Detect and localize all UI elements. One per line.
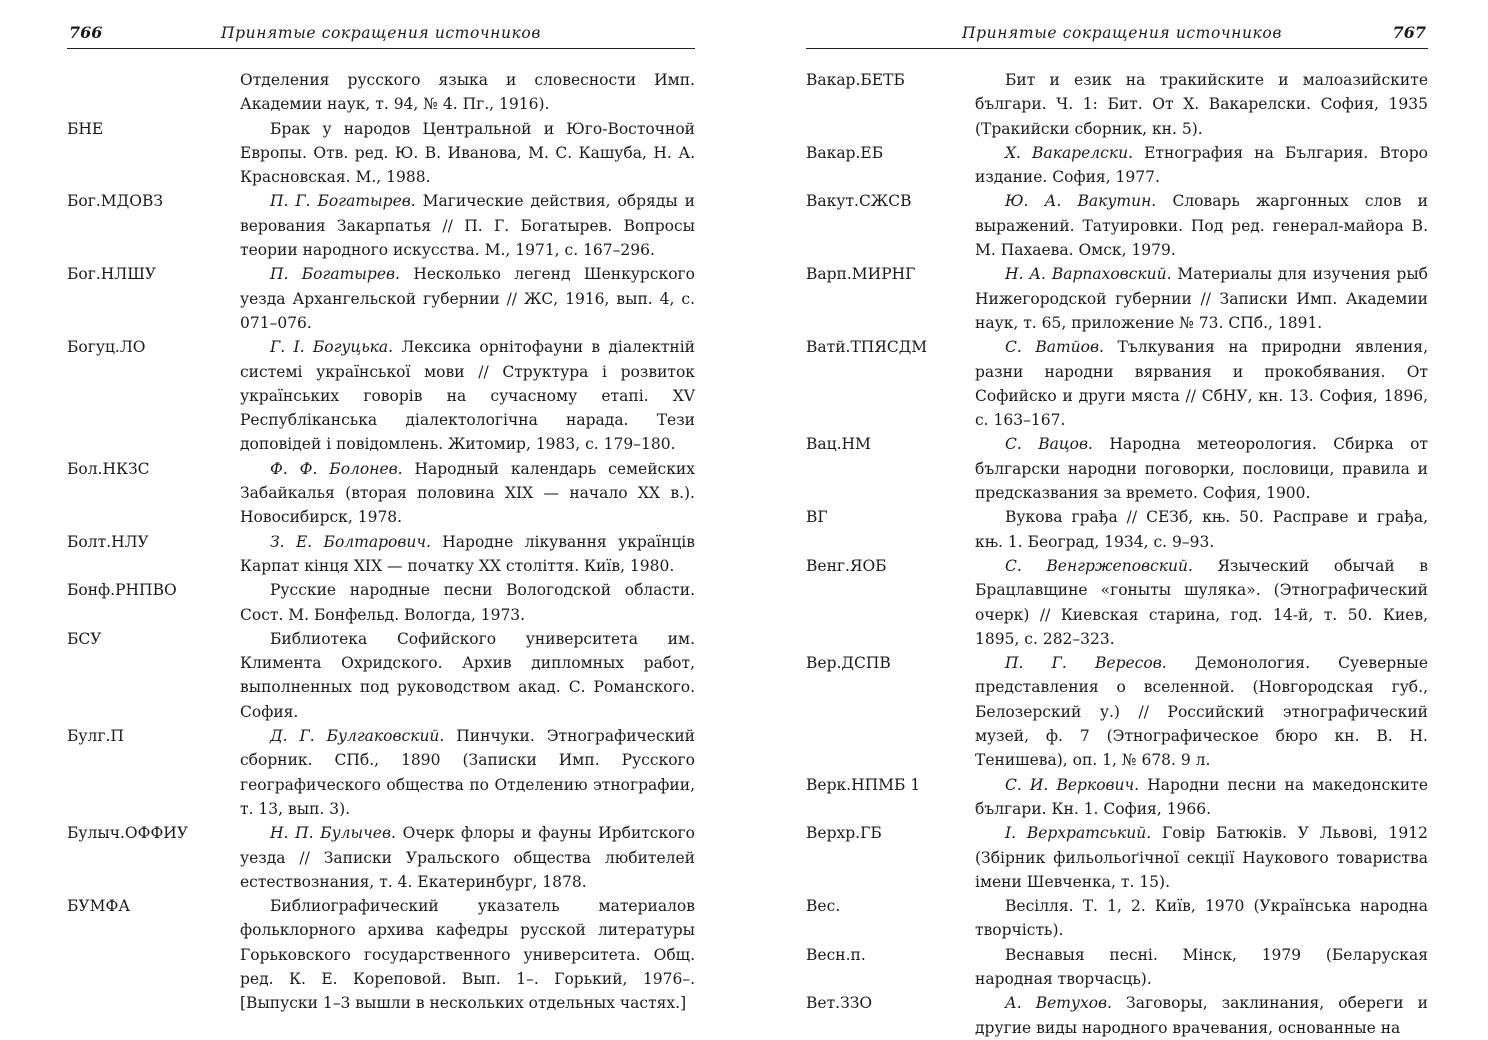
bibliography-entry	[806, 894, 1428, 943]
left-page-header	[67, 20, 695, 49]
entry-text: Етнография на България. Второ издание. София, 1977.	[975, 143, 1429, 187]
bibliography-entry	[806, 821, 1428, 894]
entry-author: Х. Вакарелски.	[1005, 143, 1133, 162]
entry-abbreviation: Бог.НЛШУ	[67, 265, 157, 284]
entry-text: Говір Батюків. У Львові, 1912 (Збірник фильольоґічної секції Наукового товариства імени Шевченка, т. 15).	[975, 824, 1428, 891]
bibliography-entry	[806, 505, 1428, 554]
entry-abbreviation: Вес.	[806, 897, 841, 916]
entry-author: І. Верхратський.	[1005, 824, 1152, 843]
bibliography-entry	[67, 117, 695, 190]
left-entries-list	[67, 68, 695, 1016]
entry-description	[975, 651, 1428, 772]
bibliography-entry	[806, 773, 1428, 822]
entry-abbreviation: Вер.ДСПВ	[806, 654, 891, 673]
entry-abbreviation: Вакут.СЖСВ	[806, 192, 912, 211]
bibliography-entry	[67, 262, 695, 335]
entry-description	[975, 821, 1428, 894]
entry-description	[975, 68, 1428, 141]
left-running-title: Принятые сокращения источников	[221, 24, 541, 42]
bibliography-entry	[67, 894, 695, 1015]
entry-abbreviation: Вац.НМ	[806, 435, 871, 454]
entry-description	[975, 335, 1428, 432]
entry-abbreviation: Верхр.ГБ	[806, 824, 882, 843]
entry-author: С. Вацов.	[1005, 435, 1093, 454]
entry-description	[240, 117, 695, 190]
entry-abbreviation: Вакар.БЕТБ	[806, 71, 905, 89]
bibliography-entry	[67, 189, 695, 262]
bibliography-entry	[806, 943, 1428, 992]
entry-author: Ю. А. Вакутин.	[1005, 192, 1157, 211]
entry-text: Народни песни на македонските българи. Кн. 1. София, 1966.	[975, 775, 1429, 818]
entry-text: Пинчуки. Этнографический сборник. СПб., 1890 (Записки Имп. Русского географического общества по Отделению этнографии, т. 13, вып. 3).	[240, 727, 695, 818]
entry-abbreviation: Булыч.ОФФИУ	[67, 824, 189, 843]
bibliography-entry	[806, 141, 1428, 190]
entry-author: Н. П. Булычев.	[270, 824, 396, 843]
entry-author: Г. І. Богуцька.	[270, 338, 394, 357]
entry-description	[975, 991, 1428, 1040]
entry-author: С. И. Веркович.	[1005, 775, 1140, 794]
entry-text: Народне лікування українців Карпат кінця XIX — початку XX століття. Київ, 1980.	[240, 532, 695, 575]
entry-text: Брак у народов Центральной и Юго-Восточной Европы. Отв. ред. Ю. В. Иванова, М. С. Кашуба, Н. А. Красновская. М., 1988.	[240, 119, 695, 187]
entry-text: Вукова грађа // СЕЗб, књ. 50. Расправе и грађа, књ. 1. Београд, 1934, с. 9–93.	[975, 508, 1428, 551]
entry-author: Д. Г. Булгаковский.	[270, 727, 445, 746]
entry-abbreviation: БУМФА	[67, 897, 131, 916]
entry-description	[975, 262, 1428, 335]
entry-abbreviation: Ватй.ТПЯСДМ	[806, 338, 928, 357]
entry-text: Народна метеорология. Сбирка от български народни поговорки, пословици, правила и предсказвания за времето. София, 1900.	[975, 435, 1428, 503]
entry-abbreviation: Венг.ЯОБ	[806, 556, 887, 575]
entry-description	[975, 432, 1428, 505]
entry-description	[975, 189, 1428, 262]
entry-text: Заговоры, заклинания, обереги и другие виды народного врачевания, основанные на	[975, 994, 1429, 1037]
entry-description	[975, 894, 1428, 943]
entry-text: Языческий обычай в Брацлавщине «гоныты шуляка». (Этнографический очерк) // Киевская старина, год. 14-й, т. 50. Киев, 1895, с. 282–323.	[975, 556, 1428, 648]
right-page-header	[806, 20, 1428, 49]
entry-abbreviation: Бол.НКЗС	[67, 459, 150, 478]
entry-text: Отделения русского языка и словесности Имп. Академии наук, т. 94, № 4. Пг., 1916).	[240, 71, 695, 114]
entry-text: Бит и език на тракийските и малоазийските българи. Ч. 1: Бит. От Х. Вакарелски. София, 1935 (Тракийски сборник, кн. 5).	[975, 71, 1428, 138]
right-page-number: 767	[1392, 23, 1426, 42]
entry-abbreviation: БСУ	[67, 629, 102, 648]
bibliography-entry	[67, 627, 695, 724]
bibliography-entry	[806, 432, 1428, 505]
entry-text: Несколько легенд Шенкурского уезда Архангельской губернии // ЖС, 1916, вып. 4, с. 071–076.	[240, 265, 695, 332]
entry-description	[240, 335, 695, 456]
entry-text: Тълкувания на природни явления, разни народни вярвания и прокобявания. От Софийско и други мяста // СбНУ, кн. 13. София, 1896, с. 163–167.	[975, 338, 1428, 430]
entry-text: Народный календарь семейских Забайкалья (вторая половина XIX — начало XX в.). Новосибирск, 1978.	[240, 459, 695, 527]
bibliography-entry	[67, 578, 695, 627]
entry-description	[975, 554, 1428, 651]
entry-text: Библиографический указатель материалов фольклорного архива кафедры русской литературы Горьковского государственного университета. Общ. ред. К. Е. Кореповой. Вып. 1–. Горький, 1976–. [Выпуски 1–3 вышли в нескольких отдельных частях.]	[240, 897, 695, 1013]
entry-abbreviation: Булг.П	[67, 727, 124, 746]
left-page	[67, 0, 695, 1036]
entry-text: Библиотека Софийского университета им. Климента Охридского. Архив дипломных работ, выполненных под руководством акад. С. Романского. София.	[240, 629, 695, 721]
entry-author: А. Ветухов.	[1005, 994, 1112, 1013]
entry-text: Магические действия, обряды и верования Закарпатья // П. Г. Богатырев. Вопросы теории народного искусства. М., 1971, с. 167–296.	[240, 192, 695, 260]
bibliography-entry	[806, 262, 1428, 335]
entry-author: С. Венгржеповский.	[1005, 556, 1193, 575]
entry-description	[240, 262, 695, 335]
entry-abbreviation: Бог.МДОВЗ	[67, 192, 163, 211]
entry-author: Ф. Ф. Болонев.	[270, 459, 403, 478]
entry-description	[240, 821, 695, 894]
entry-abbreviation: Верк.НПМБ 1	[806, 775, 921, 794]
entry-description	[240, 724, 695, 821]
entry-description	[975, 943, 1428, 992]
entry-abbreviation: Весн.п.	[806, 945, 866, 964]
entry-text: Русские народные песни Вологодской области. Сост. М. Бонфельд. Вологда, 1973.	[240, 581, 695, 624]
entry-text: Весілля. Т. 1, 2. Київ, 1970 (Українська народна творчість).	[975, 897, 1428, 940]
bibliography-entry	[806, 335, 1428, 432]
entry-description	[240, 627, 695, 724]
entry-text: Очерк флоры и фауны Ирбитского уезда // Записки Уральского общества любителей естествознания, т. 4. Екатеринбург, 1878.	[240, 824, 696, 891]
entry-abbreviation: Болт.НЛУ	[67, 532, 149, 551]
entry-description	[240, 457, 695, 530]
entry-author: Н. А. Варпаховский.	[1005, 265, 1172, 284]
entry-author: З. Е. Болтарович.	[270, 532, 431, 551]
bibliography-entry	[806, 189, 1428, 262]
right-running-title: Принятые сокращения источников	[962, 24, 1282, 42]
entry-description	[240, 68, 695, 117]
entry-text: Лексика орнітофауни в діалектній системі української мови // Структура і розвиток українських говорів на сучасному етапі. XV Республіканська діалектологічна нарада. Тези доповідей і повідомлень. Житомир, 1983, с. 179–180.	[240, 338, 695, 454]
entry-abbreviation: ВГ	[806, 508, 828, 527]
bibliography-entry	[806, 68, 1428, 141]
entry-text: Словарь жаргонных слов и выражений. Татуировки. Под ред. генерал-майора В. М. Пахаева. Омск, 1979.	[975, 192, 1429, 260]
entry-abbreviation: Вакар.ЕБ	[806, 143, 884, 162]
entry-author: П. Г. Вересов.	[1005, 654, 1167, 673]
entry-text: Демонология. Суеверные представления о вселенной. (Новгородская губ., Белозерский у.) // Российский этнографический музей, ф. 7 (Этнографическое бюро кн. В. Н. Тенишева), оп. 1, № 678. 9 л.	[975, 654, 1428, 770]
bibliography-entry	[67, 457, 695, 530]
entry-abbreviation: Вет.ЗЗО	[806, 994, 873, 1013]
left-page-number: 766	[69, 23, 103, 42]
bibliography-entry	[806, 991, 1428, 1040]
bibliography-entry	[67, 724, 695, 821]
right-entries-list	[806, 68, 1428, 1040]
entry-abbreviation: БНЕ	[67, 119, 104, 138]
entry-text: Веснавыя песні. Мінск, 1979 (Беларуская народная творчасць).	[975, 945, 1428, 988]
bibliography-entry	[67, 68, 695, 117]
entry-abbreviation: Бонф.РНПВО	[67, 581, 177, 600]
entry-description	[240, 530, 695, 579]
entry-description	[240, 894, 695, 1015]
entry-abbreviation: Варп.МИРНГ	[806, 265, 916, 284]
entry-author: П. Богатырев.	[270, 265, 400, 284]
bibliography-entry	[67, 530, 695, 579]
bibliography-entry	[67, 335, 695, 456]
entry-description	[240, 578, 695, 627]
entry-description	[975, 773, 1428, 822]
bibliography-entry	[67, 821, 695, 894]
bibliography-entry	[806, 554, 1428, 651]
entry-author: С. Ватйов.	[1005, 338, 1104, 357]
entry-description	[240, 189, 695, 262]
bibliography-entry	[806, 651, 1428, 772]
entry-author: П. Г. Богатырев.	[270, 192, 416, 211]
entry-description	[975, 141, 1428, 190]
entry-text: Материалы для изучения рыб Нижегородской губернии // Записки Имп. Академии наук, т. 65, приложение № 73. СПб., 1891.	[975, 265, 1428, 332]
entry-abbreviation: Богуц.ЛО	[67, 338, 146, 357]
entry-description	[975, 505, 1428, 554]
right-page	[806, 0, 1428, 1036]
